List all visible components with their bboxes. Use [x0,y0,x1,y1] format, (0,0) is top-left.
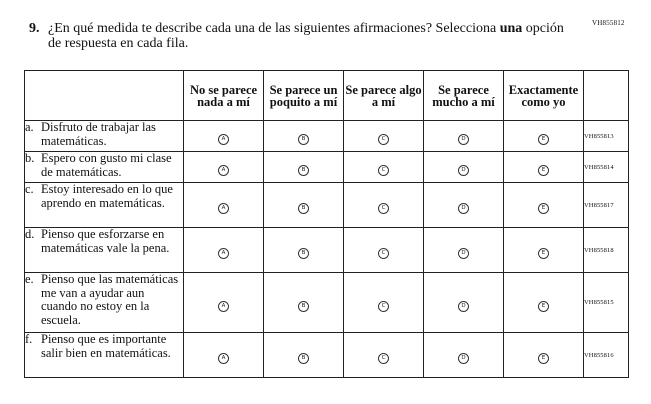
response-bubble-e[interactable]: E [538,301,549,312]
response-bubble-d[interactable]: D [458,301,469,312]
response-grid [24,70,629,378]
header-blank-cell [25,71,184,121]
statement-text: Estoy interesado en lo que aprendo en matemáticas. [41,182,173,210]
statement-text: Pienso que es importante salir bien en matemáticas. [41,332,171,360]
statement-row-a [25,121,629,152]
column-header-d: Se parece mucho a mí [424,71,504,121]
column-header-e: Exactamente como yo [504,71,584,121]
statement-row-f [25,333,629,378]
statement-cell [25,333,184,378]
response-bubble-d[interactable]: D [458,248,469,259]
response-bubble-d[interactable]: D [458,134,469,145]
response-bubble-a[interactable]: A [218,248,229,259]
item-code: VH855813 [584,121,629,152]
response-bubble-d[interactable]: D [458,353,469,364]
response-bubble-a[interactable]: A [218,134,229,145]
column-header-b: Se parece un poquito a mí [264,71,344,121]
response-bubble-d[interactable]: D [458,165,469,176]
response-bubble-e[interactable]: E [538,165,549,176]
statement-row-c [25,183,629,228]
statement-cell [25,183,184,228]
statement-row-d [25,228,629,273]
column-header-a: No se parece nada a mí [184,71,264,121]
statement-cell [25,228,184,273]
response-bubble-e[interactable]: E [538,203,549,214]
statement-row-e [25,273,629,333]
response-bubble-c[interactable]: C [378,301,389,312]
response-bubble-c[interactable]: C [378,353,389,364]
response-bubble-e[interactable]: E [538,134,549,145]
item-code: VH855816 [584,333,629,378]
response-bubble-a[interactable]: A [218,301,229,312]
statement-text: Pienso que las matemáticas me van a ayudar aun cuando no estoy en la escuela. [41,272,179,327]
header-row [25,71,629,121]
question-id: VH855812 [592,19,625,27]
question-text-part2: opción de respuesta en cada fila. [48,21,564,51]
response-bubble-c[interactable]: C [378,134,389,145]
response-bubble-b[interactable]: B [298,134,309,145]
statement-letter: a. [25,120,34,134]
response-bubble-c[interactable]: C [378,165,389,176]
header-code-cell [584,71,629,121]
question-text [48,21,568,51]
statement-text: Disfruto de trabajar las matemáticas. [41,120,156,148]
response-bubble-a[interactable]: A [218,165,229,176]
item-code: VH855818 [584,228,629,273]
response-bubble-c[interactable]: C [378,248,389,259]
column-header-c: Se parece algo a mí [344,71,424,121]
statement-text: Espero con gusto mi clase de matemáticas. [41,151,172,179]
statement-letter: e. [25,272,34,286]
statement-cell [25,152,184,183]
statement-letter: c. [25,182,34,196]
response-bubble-a[interactable]: A [218,203,229,214]
item-code: VH855815 [584,273,629,333]
statement-row-b [25,152,629,183]
statement-cell [25,121,184,152]
item-code: VH855814 [584,152,629,183]
question-text-part1: ¿En qué medida te describe cada una de las siguientes afirmaciones? Selecciona [48,21,500,36]
statement-letter: d. [25,227,35,241]
response-bubble-d[interactable]: D [458,203,469,214]
question-number: 9. [29,21,40,36]
response-bubble-b[interactable]: B [298,203,309,214]
statement-cell [25,273,184,333]
response-bubble-a[interactable]: A [218,353,229,364]
statement-text: Pienso que esforzarse en matemáticas vale la pena. [41,227,170,255]
item-code: VH855817 [584,183,629,228]
question-text-bold: una [499,21,523,36]
response-bubble-b[interactable]: B [298,165,309,176]
response-bubble-e[interactable]: E [538,248,549,259]
response-bubble-c[interactable]: C [378,203,389,214]
response-bubble-b[interactable]: B [298,353,309,364]
statement-letter: f. [25,332,33,346]
response-bubble-b[interactable]: B [298,301,309,312]
response-bubble-b[interactable]: B [298,248,309,259]
response-bubble-e[interactable]: E [538,353,549,364]
statement-letter: b. [25,151,35,165]
